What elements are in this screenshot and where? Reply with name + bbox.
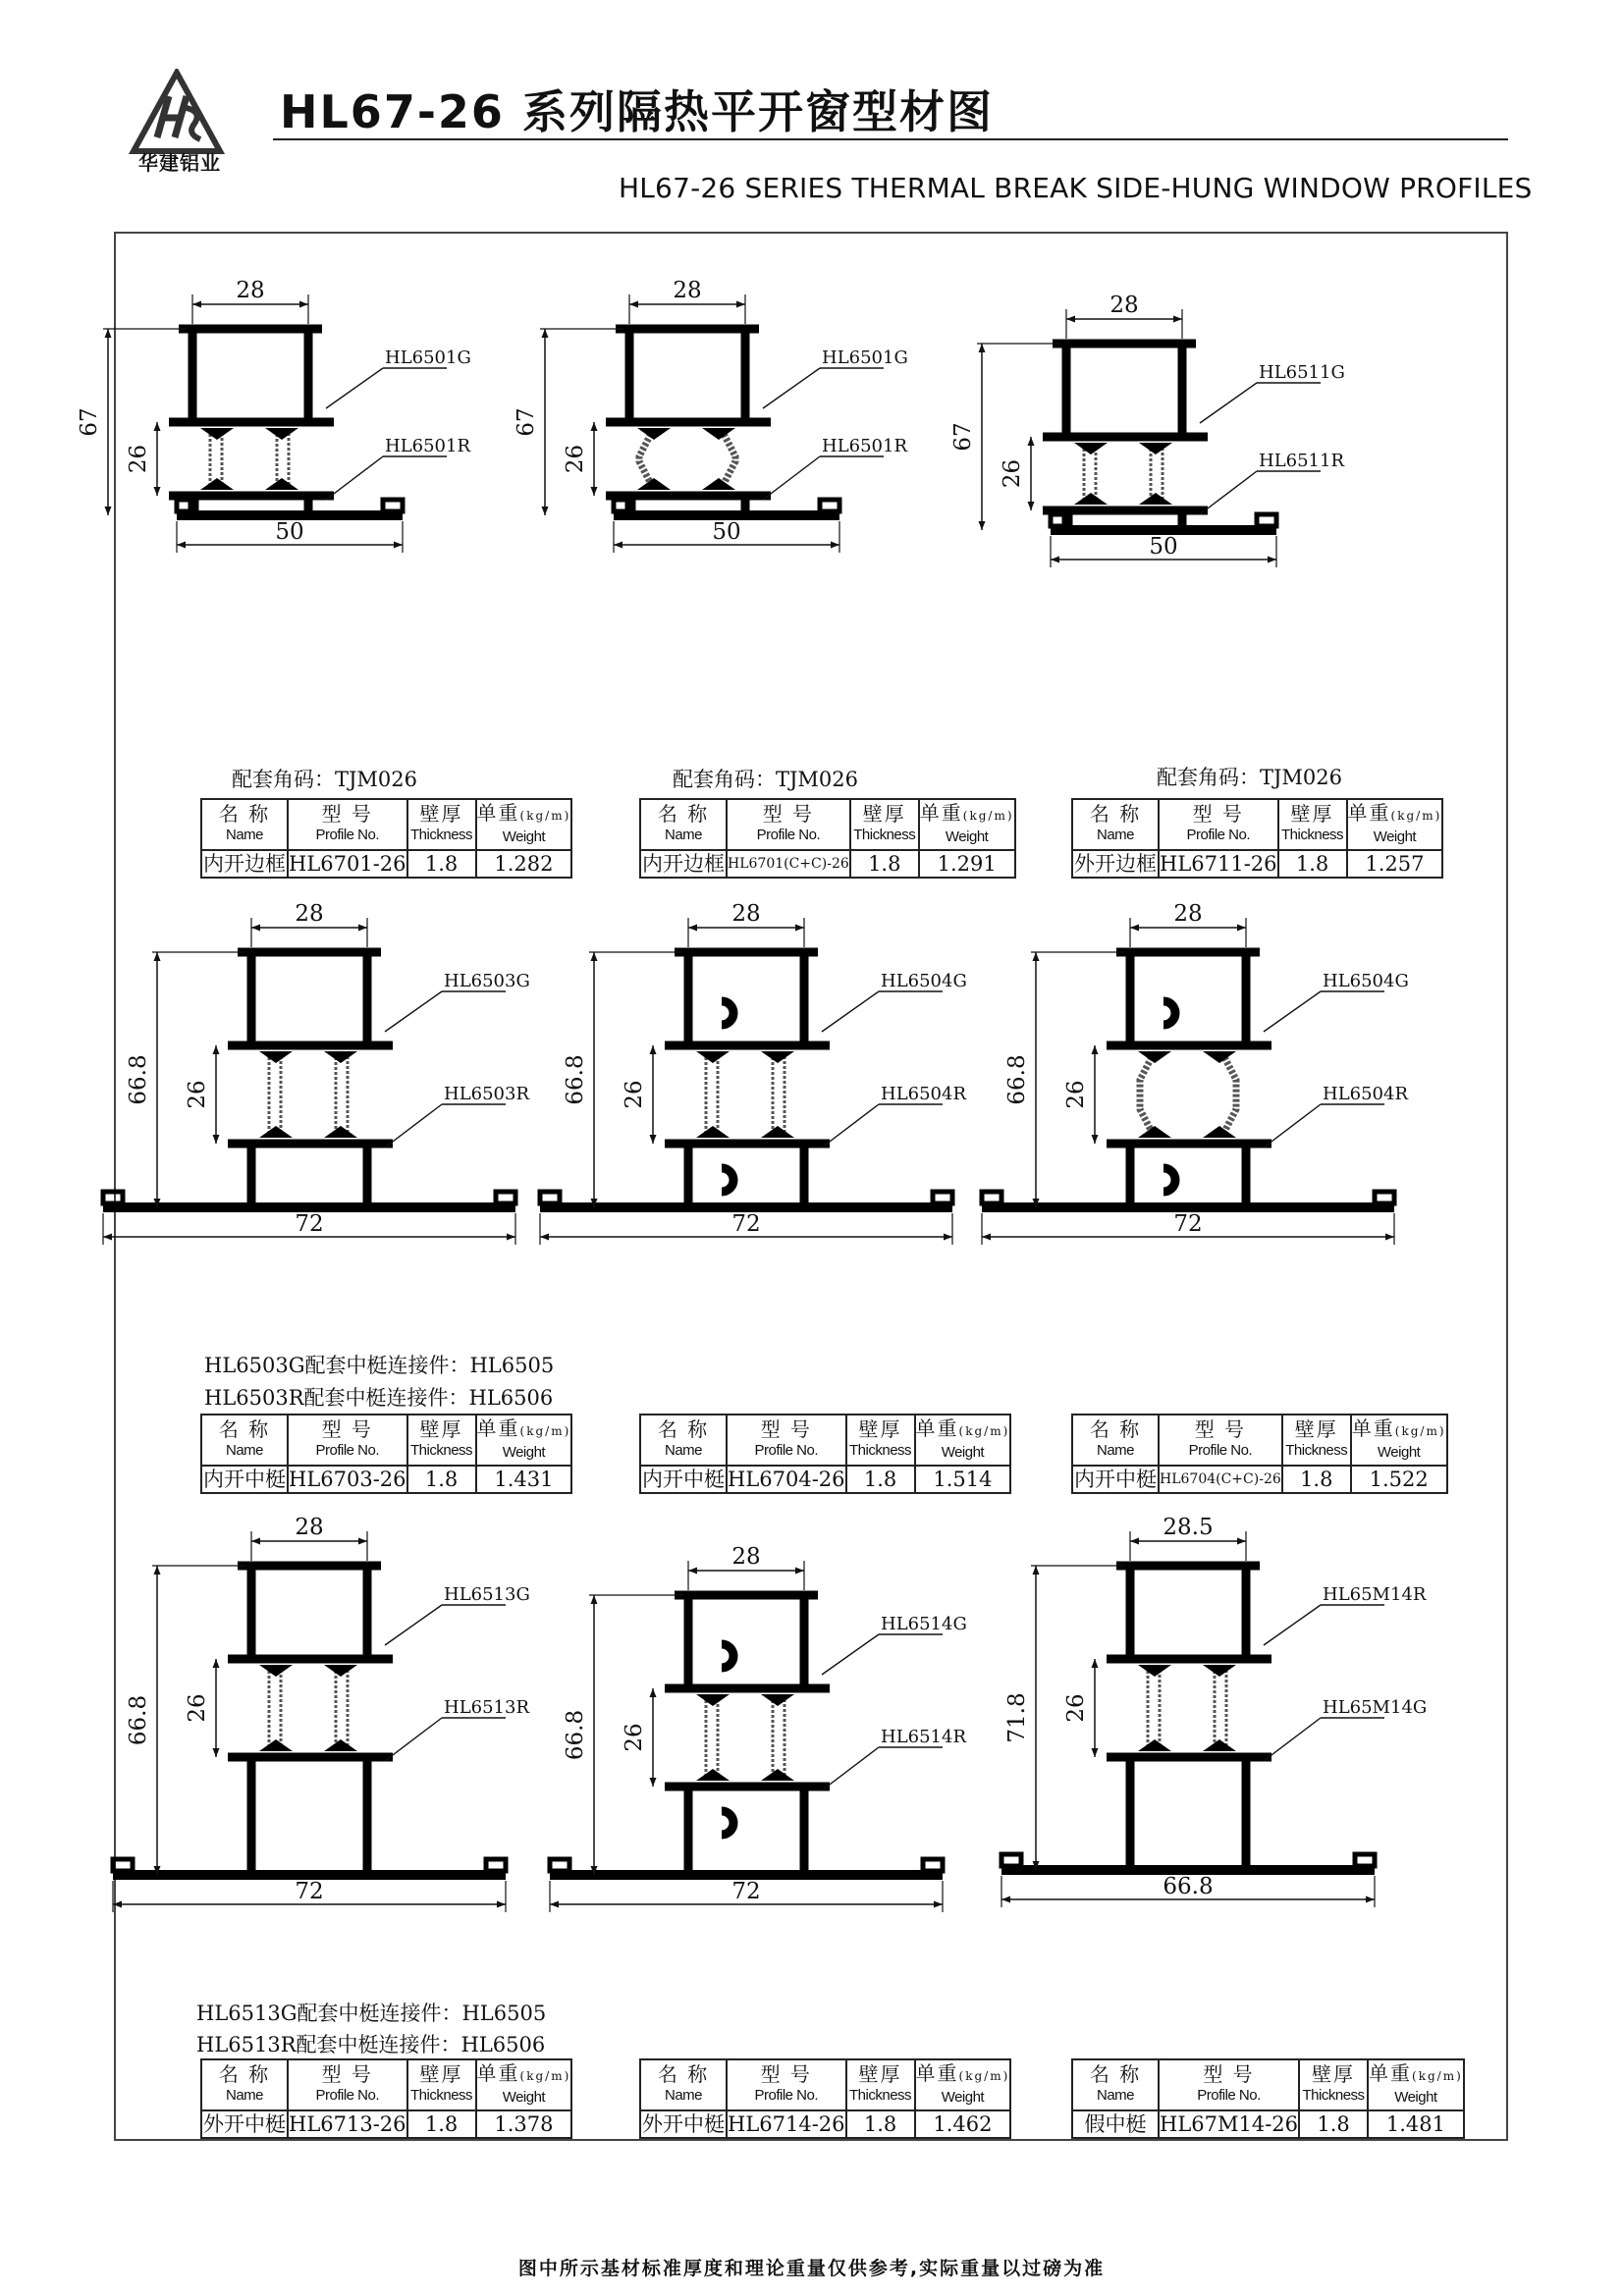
dimension-width: 28 <box>1173 901 1203 927</box>
base-lip <box>496 1192 515 1203</box>
arrowhead <box>688 925 697 932</box>
logo-text: 华建铝业 <box>138 151 221 175</box>
arrowhead <box>831 542 839 549</box>
clamp-tooth <box>324 1739 357 1751</box>
table-row: 内开边框 HL6701-26 1.8 1.282 <box>201 850 571 878</box>
spec-table: 名 称 Name 型 号 Profile No. 壁厚 Thickness 单重(kg/m) Weight 外开边框 HL6711-26 1.8 1.257 <box>1074 800 1442 876</box>
arrowhead <box>251 925 260 932</box>
upper-chamber <box>1130 952 1246 1045</box>
clamp-tooth <box>1139 493 1172 505</box>
clamp-tooth <box>1074 493 1108 505</box>
thermal-strip <box>336 1667 348 1749</box>
thermal-strip <box>639 430 653 488</box>
arrowhead <box>213 1748 220 1757</box>
clamp-tooth <box>761 1126 794 1138</box>
arrowhead <box>591 952 598 961</box>
clamp-tooth <box>200 428 234 440</box>
clamp-tooth <box>696 1769 730 1781</box>
dimension-width: 28 <box>295 1515 324 1540</box>
table-row: 内开中梃 HL6704(C+C)-26 1.8 1.522 <box>1072 1466 1447 1493</box>
arrowhead <box>1028 502 1035 510</box>
thermal-strip <box>269 1667 281 1749</box>
clamp-tooth <box>1139 443 1172 454</box>
dimension-height: 67 <box>514 407 539 437</box>
arrowhead <box>1033 952 1040 961</box>
arrowhead <box>1092 1135 1099 1144</box>
clamp-tooth <box>259 1665 293 1677</box>
clamp-tooth <box>702 478 735 490</box>
dimension-height: 66.8 <box>126 1694 151 1746</box>
dimension-height: 66.8 <box>126 1054 151 1105</box>
dimension-base: 72 <box>731 1211 761 1237</box>
label-top: HL6504G <box>1323 971 1409 991</box>
upper-chamber <box>629 329 745 422</box>
clamp-tooth <box>1138 1665 1171 1677</box>
dimension-height: 66.8 <box>1004 1054 1030 1105</box>
arrowhead <box>507 1234 515 1241</box>
arrowhead <box>795 1568 804 1575</box>
footer-disclaimer: 图中所示基材标准厚度和理论重量仅供参考,实际重量以过磅为准 <box>517 2258 1106 2279</box>
spec-table: 名 称 Name 型 号 Profile No. 壁厚 Thickness 单重(kg/m) Weight 外开中梃 HL6714-26 1.8 1.462 <box>642 2060 1010 2136</box>
clamp-tooth <box>1203 1665 1236 1677</box>
clamp-tooth <box>761 1694 794 1706</box>
arrowhead <box>105 329 112 338</box>
note-text: 配套角码：TJM026 <box>232 768 418 791</box>
arrowhead <box>1092 1748 1099 1757</box>
clamp-tooth <box>696 1694 730 1706</box>
dimension-height: 66.8 <box>563 1054 588 1105</box>
dimension-width: 28 <box>673 278 702 303</box>
dimension-width: 28 <box>731 901 761 927</box>
lower-chamber <box>251 1144 367 1207</box>
label-bottom: HL6503R <box>444 1084 530 1104</box>
upper-chamber <box>688 1595 804 1688</box>
thermal-strip <box>706 1053 718 1136</box>
label-bottom: HL6504R <box>1323 1084 1409 1104</box>
leader-line <box>822 1104 879 1148</box>
arrowhead <box>650 1778 657 1787</box>
hook-slot <box>722 1168 733 1192</box>
arrowhead <box>1092 1045 1099 1054</box>
dimension-height: 67 <box>950 422 976 452</box>
hook-slot <box>722 1644 733 1668</box>
dimension-width: 28 <box>295 901 324 927</box>
label-top: HL6504G <box>881 971 967 991</box>
label-top: HL6513G <box>444 1584 530 1605</box>
clamp-tooth <box>1203 1126 1236 1138</box>
spec-table: 名 称 Name 型 号 Profile No. 壁厚 Thickness 单重(kg/m) Weight 内开中梃 HL6704-26 1.8 1.514 <box>642 1415 1010 1491</box>
thermal-strip <box>1148 1667 1160 1749</box>
arrowhead <box>1173 316 1182 323</box>
table-row: 内开边框 HL6701(C+C)-26 1.8 1.291 <box>640 850 1015 878</box>
note-text: HL6503R配套中梃连接件：HL6506 <box>204 1386 554 1410</box>
dimension-base: 72 <box>295 1879 324 1904</box>
arrowhead <box>591 1595 598 1604</box>
clamp-tooth <box>259 1739 293 1751</box>
clamp-tooth <box>637 428 671 440</box>
base-lip <box>486 1859 506 1871</box>
arrowhead <box>934 1901 943 1908</box>
base-lip <box>1375 1192 1394 1203</box>
profile-drawing <box>126 1507 599 2007</box>
dimension-strip: 26 <box>563 444 588 474</box>
thermal-strip <box>722 430 735 488</box>
note-text: HL6513R配套中梃连接件：HL6506 <box>196 2033 546 2056</box>
table-row: 外开边框 HL6711-26 1.8 1.257 <box>1072 850 1442 878</box>
base-lip <box>923 1859 943 1871</box>
thermal-strip <box>336 1053 348 1136</box>
thermal-strip <box>269 1053 281 1136</box>
dimension-strip: 26 <box>622 1723 647 1752</box>
dimension-base: 72 <box>731 1879 761 1904</box>
dimension-strip: 26 <box>1063 1080 1089 1109</box>
thermal-strip <box>773 1053 784 1136</box>
arrowhead <box>213 1135 220 1144</box>
dimension-height: 66.8 <box>563 1709 588 1761</box>
clamp-tooth <box>761 1051 794 1063</box>
upper-chamber <box>251 952 367 1045</box>
leader-line <box>822 1747 879 1790</box>
clamp-tooth <box>637 478 671 490</box>
clamp-tooth <box>696 1051 730 1063</box>
label-bottom: HL65M14G <box>1323 1697 1428 1718</box>
lower-chamber <box>1130 1757 1246 1870</box>
clamp-tooth <box>259 1051 293 1063</box>
dimension-strip: 26 <box>1000 458 1025 489</box>
thermal-strip <box>1215 1667 1226 1749</box>
arrowhead <box>944 1234 952 1241</box>
thermal-strip <box>1140 1053 1154 1136</box>
arrowhead <box>105 507 112 515</box>
label-top: HL65M14R <box>1323 1584 1427 1605</box>
leader-line <box>1264 991 1321 1032</box>
clamp-tooth <box>1203 1739 1236 1751</box>
arrowhead <box>154 487 161 496</box>
label-top: HL6514G <box>881 1614 967 1634</box>
lower-chamber <box>688 1787 804 1875</box>
label-top: HL6511G <box>1259 362 1345 383</box>
note-text: HL6503G配套中梃连接件：HL6505 <box>204 1354 555 1377</box>
arrowhead <box>614 542 622 549</box>
clamp-tooth <box>761 1769 794 1781</box>
arrowhead <box>177 542 186 549</box>
base-lip <box>820 500 839 511</box>
leader-line <box>822 1634 879 1675</box>
leader-line <box>385 991 442 1032</box>
table-row: 假中梃 HL67M14-26 1.8 1.481 <box>1072 2110 1464 2138</box>
title-divider <box>273 138 1508 140</box>
upper-chamber <box>251 1566 367 1659</box>
clamp-tooth <box>324 1126 357 1138</box>
arrowhead <box>154 422 161 431</box>
label-bottom: HL6514R <box>881 1727 967 1747</box>
clamp-tooth <box>1138 1126 1171 1138</box>
thermal-strip <box>1222 1053 1236 1136</box>
clamp-tooth <box>324 1665 357 1677</box>
arrowhead <box>1130 1538 1139 1545</box>
arrowhead <box>394 542 403 549</box>
arrowhead <box>1092 1659 1099 1668</box>
arrowhead <box>591 487 598 496</box>
profile-drawing <box>126 893 599 1355</box>
arrowhead <box>1051 557 1059 563</box>
dimension-strip: 26 <box>185 1693 210 1723</box>
arrowhead <box>1366 1896 1375 1903</box>
arrowhead <box>688 1568 697 1575</box>
hook-slot <box>722 1811 733 1835</box>
arrowhead <box>629 301 638 308</box>
lower-chamber <box>688 1144 804 1207</box>
note-text: HL6513G配套中梃连接件：HL6505 <box>196 2002 547 2025</box>
dimension-base: 72 <box>295 1211 324 1237</box>
label-bottom: HL6501R <box>822 436 908 456</box>
clamp-tooth <box>265 478 298 490</box>
spec-table: 名 称 Name 型 号 Profile No. 壁厚 Thickness 单重(kg/m) Weight 内开中梃 HL6704(C+C)-26 1.8 1.522 <box>1074 1415 1446 1491</box>
profile-drawing <box>1004 1507 1478 2017</box>
arrowhead <box>299 301 308 308</box>
arrowhead <box>1268 557 1276 563</box>
leader-line <box>1264 1104 1321 1148</box>
page-title: HL67-26 系列隔热平开窗型材图 <box>280 85 994 138</box>
clamp-tooth <box>702 428 735 440</box>
label-bottom: HL6513R <box>444 1697 530 1718</box>
page-subtitle: HL67-26 SERIES THERMAL BREAK SIDE-HUNG WINDOW PROFILES <box>619 172 1533 204</box>
leader-line <box>385 1104 442 1148</box>
arrowhead <box>1237 925 1246 932</box>
clamp-tooth <box>324 1051 357 1063</box>
note-text: 配套角码：TJM026 <box>673 768 859 791</box>
leader-line <box>1264 1605 1321 1645</box>
hook-slot <box>1163 1168 1175 1192</box>
leader-line <box>1200 383 1257 423</box>
arrowhead <box>213 1045 220 1054</box>
dimension-height: 71.8 <box>1004 1692 1030 1743</box>
clamp-tooth <box>200 478 234 490</box>
hook-slot <box>722 1001 733 1025</box>
dimension-base: 50 <box>1149 534 1178 560</box>
clamp-tooth <box>259 1126 293 1138</box>
dimension-width: 28.5 <box>1163 1515 1214 1540</box>
upper-chamber <box>1066 344 1182 437</box>
profile-drawing <box>514 260 997 780</box>
arrowhead <box>795 925 804 932</box>
leader-line <box>326 368 383 408</box>
leader-line <box>326 456 383 500</box>
table-row: 内开中梃 HL6703-26 1.8 1.431 <box>201 1466 571 1493</box>
arrowhead <box>1385 1234 1394 1241</box>
dimension-base: 66.8 <box>1163 1874 1214 1899</box>
table-row: 内开中梃 HL6704-26 1.8 1.514 <box>640 1466 1010 1493</box>
dimension-width: 28 <box>731 1544 761 1570</box>
lower-chamber <box>251 1757 367 1875</box>
dimension-base: 50 <box>275 519 304 545</box>
label-bottom: HL6504R <box>881 1084 967 1104</box>
base-lip <box>1257 514 1276 526</box>
arrowhead <box>1237 1538 1246 1545</box>
spec-table: 名 称 Name 型 号 Profile No. 壁厚 Thickness 单重(kg/m) Weight 假中梃 HL67M14-26 1.8 1.481 <box>1071 2058 1465 2139</box>
arrowhead <box>1033 1566 1040 1575</box>
arrowhead <box>650 1688 657 1697</box>
upper-chamber <box>1130 1566 1246 1659</box>
profile-drawing <box>77 260 560 780</box>
arrowhead <box>358 925 367 932</box>
spec-table: 名 称 Name 型 号 Profile No. 壁厚 Thickness 单重(kg/m) Weight 外开中梃 HL6713-26 1.8 1.378 <box>203 2060 571 2136</box>
dimension-strip: 26 <box>1063 1693 1089 1723</box>
arrowhead <box>1028 437 1035 446</box>
arrowhead <box>103 1234 112 1241</box>
arrowhead <box>213 1659 220 1668</box>
leader-line <box>763 368 820 408</box>
thermal-strip <box>706 1696 718 1779</box>
profile-drawing <box>1004 893 1478 1384</box>
arrowhead <box>1066 316 1075 323</box>
leader-line <box>385 1718 442 1761</box>
label-top: HL6503G <box>444 971 530 991</box>
profile-drawing <box>950 290 1434 780</box>
clamp-tooth <box>1074 443 1108 454</box>
arrowhead <box>154 1566 161 1575</box>
upper-chamber <box>192 329 308 422</box>
arrowhead <box>736 301 745 308</box>
arrowhead <box>591 422 598 431</box>
upper-chamber <box>688 952 804 1045</box>
label-bottom: HL6511R <box>1259 451 1345 471</box>
leader-line <box>763 456 820 500</box>
dimension-width: 28 <box>1109 293 1139 318</box>
dimension-base: 50 <box>712 519 741 545</box>
leader-line <box>822 991 879 1032</box>
arrowhead <box>650 1135 657 1144</box>
dimension-height: 67 <box>77 407 102 437</box>
table-row: 外开中梃 HL6714-26 1.8 1.462 <box>640 2110 1010 2138</box>
spec-table: 名 称 Name 型 号 Profile No. 壁厚 Thickness 单重(kg/m) Weight 内开中梃 HL6703-26 1.8 1.431 <box>203 1415 571 1491</box>
arrowhead <box>192 301 201 308</box>
clamp-tooth <box>265 428 298 440</box>
lower-chamber <box>1130 1144 1246 1207</box>
clamp-tooth <box>1138 1739 1171 1751</box>
leader-line <box>1264 1718 1321 1761</box>
thermal-strip <box>773 1696 784 1779</box>
clamp-tooth <box>1203 1051 1236 1063</box>
arrowhead <box>497 1901 506 1908</box>
clamp-tooth <box>1138 1051 1171 1063</box>
base-lip <box>1355 1854 1375 1866</box>
dimension-strip: 26 <box>126 444 151 474</box>
arrowhead <box>1130 925 1139 932</box>
arrowhead <box>650 1045 657 1054</box>
arrowhead <box>154 952 161 961</box>
profile-drawing <box>563 1536 1036 2037</box>
base-lip <box>383 500 403 511</box>
base-lip <box>933 1192 952 1203</box>
label-top: HL6501G <box>822 347 908 368</box>
arrowhead <box>251 1538 260 1545</box>
dimension-width: 28 <box>236 278 265 303</box>
note-text: 配套角码：TJM026 <box>1157 766 1343 789</box>
leader-line <box>385 1605 442 1645</box>
spec-table: 名 称 Name 型 号 Profile No. 壁厚 Thickness 单重(kg/m) Weight 内开边框 HL6701(C+C)-26 1.8 1.291 <box>642 800 1014 876</box>
dimension-strip: 26 <box>622 1080 647 1109</box>
dimension-strip: 26 <box>185 1080 210 1109</box>
profile-drawing <box>563 893 1036 1384</box>
hook-slot <box>1163 1001 1175 1025</box>
arrowhead <box>358 1538 367 1545</box>
clamp-tooth <box>696 1126 730 1138</box>
spec-table: 名 称 Name 型 号 Profile No. 壁厚 Thickness 单重(kg/m) Weight 内开边框 HL6701-26 1.8 1.282 <box>203 800 571 876</box>
leader-line <box>1200 471 1257 514</box>
table-row: 外开中梃 HL6713-26 1.8 1.378 <box>201 2110 571 2138</box>
label-bottom: HL6501R <box>385 436 471 456</box>
dimension-base: 72 <box>1173 1211 1203 1237</box>
label-top: HL6501G <box>385 347 471 368</box>
